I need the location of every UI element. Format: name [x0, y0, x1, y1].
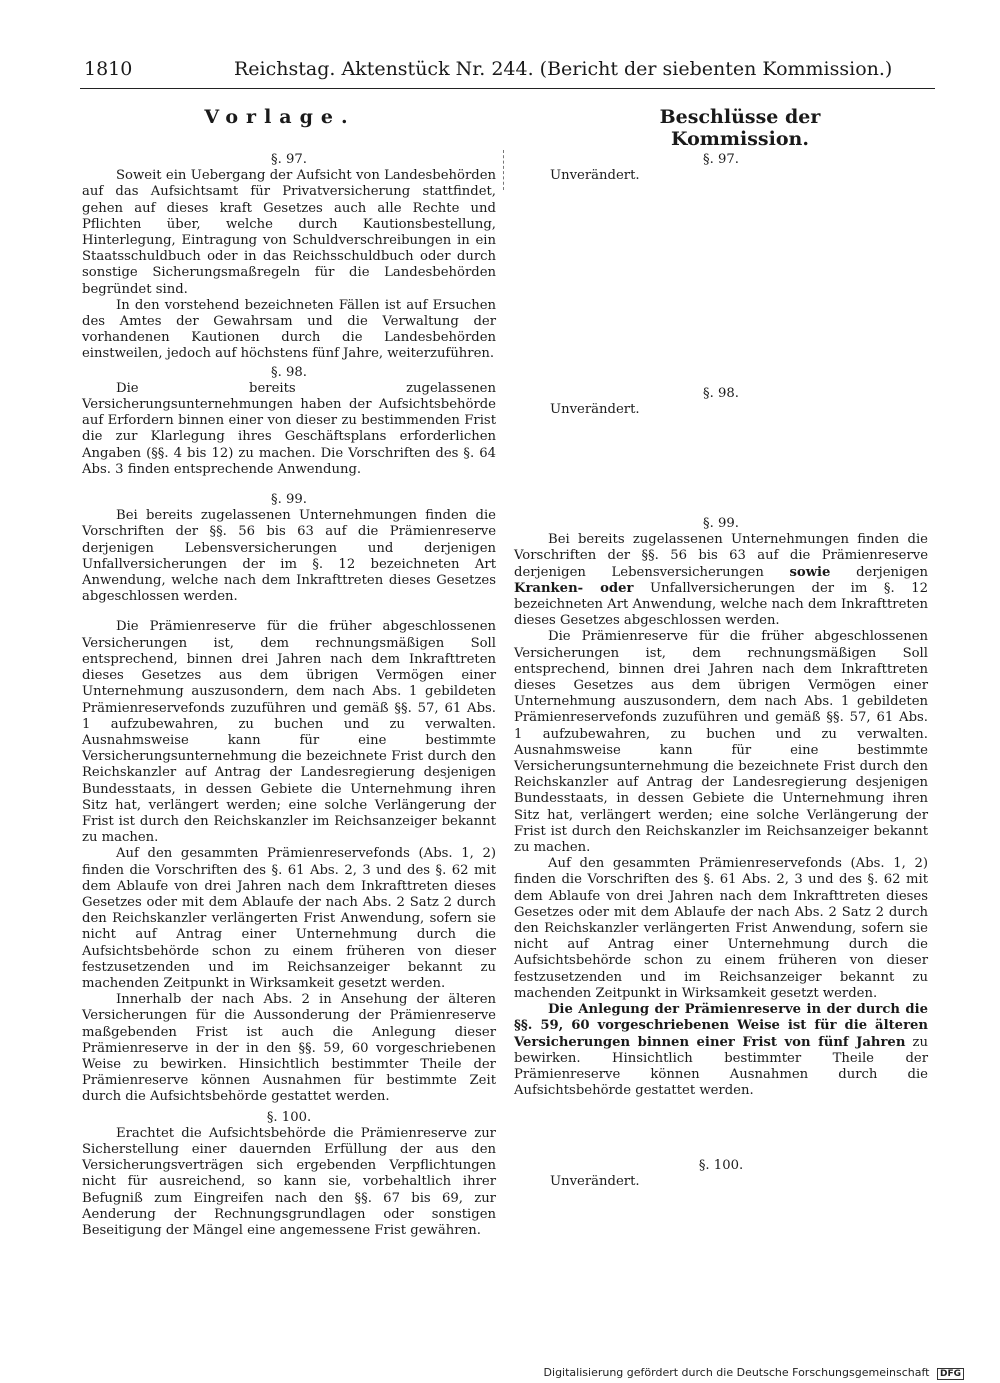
right-column-s98: [514, 386, 928, 418]
text-run: derjenigen: [856, 564, 928, 580]
section-heading: §. 97.: [703, 152, 739, 167]
dfg-logo: DFG: [937, 1368, 964, 1380]
footer-text: Digitalisierung gefördert durch die Deutsche Forschungsgemeinschaft: [543, 1366, 930, 1379]
inserted-text: Kranken- oder: [514, 580, 634, 596]
page-number: 1810: [84, 58, 133, 80]
section-heading: §. 100.: [266, 1109, 312, 1125]
page-header: [84, 58, 934, 86]
paragraph: Die Prämienreserve für die früher abgeschlossenen Versicherungen ist, dem rechnungsmäßigen Soll entsprechend, binnen drei Jahren nach dem Inkrafttreten dieses Gesetzes aus dem übrigen Vermögen einer Unternehmung auszusondern, dem nach Abs. 1 gebildeten Prämienreservefonds zuzuführen und gemäß §§. 57, 61 Abs. 1 aufzubewahren, zu buchen und zu verwalten. Ausnahmsweise kann für eine bestimmte Versicherungsunternehmung die bezeichnete Frist durch den Reichskanzler auf Antrag der Landesregierung desjenigen Bundesstaats, in dessen Gebiete die Unternehmung ihren Sitz hat, verlängert werden; eine solche Verlängerung der Frist ist durch den Reichskanzler im Reichsanzeiger bekannt zu machen.: [514, 629, 928, 856]
right-column-s100: [514, 1158, 928, 1190]
text-run: zu bewirken. Hinsichtlich bestimmter Theile der Prämienreserve können Ausnahmen durch die Aufsichtsbehörde gestattet werden.: [514, 1034, 928, 1099]
paragraph: [514, 1002, 928, 1099]
left-column: [82, 152, 496, 1239]
paragraph: In den vorstehend bezeichneten Fällen ist auf Ersuchen des Amtes der Gewahrsam und die Verwaltung der vorhandenen Kautionen durch die Landesbehörden einstweilen, jedoch auf höchstens fünf Jahre, weiterzuführen.: [82, 297, 496, 362]
section-heading: §. 100.: [698, 1158, 744, 1173]
section-heading: §. 98.: [703, 386, 739, 401]
paragraph: Soweit ein Uebergang der Aufsicht von Landesbehörden auf das Aufsichtsamt für Privatversicherung stattfindet, gehen auf dieses kraft Gesetzes auch alle Rechte und Pflichten über, welche durch Kautionsbestellung, Hinterlegung, Eintragung von Schuldverschreibungen in ein Staatsschuldbuch oder in das Reichsschuldbuch oder durch sonstige Sicherungsmaßregeln für die Landesbehörden begründet sind.: [82, 168, 496, 297]
column-divider: [503, 150, 504, 190]
paragraph: Erachtet die Aufsichtsbehörde die Prämienreserve zur Sicherstellung einer dauernden Erfüllung der aus den Versicherungsverträgen sich ergebenden Verpflichtungen nicht für ausreichend, so kann sie, vorbehaltlich ihrer Befugniß zum Eingreifen nach den §§. 67 bis 69, zur Aenderung der Rechnungsgrundlagen oder sonstigen Beseitigung der Mängel eine angemessene Frist gewähren.: [82, 1125, 496, 1238]
right-column-s97: [514, 152, 928, 184]
paragraph: [514, 532, 928, 629]
amended-text: Die Anlegung der Prämienreserve in der durch die §§. 59, 60 vorgeschriebenen Weise ist für die älteren Versicherungen binnen einer Frist von fünf Jahren: [514, 1002, 928, 1050]
unchanged-note: Unverändert.: [550, 1174, 640, 1190]
text-run: Bei bereits zugelassenen Unternehmungen finden die Vorschriften der §§. 56 bis 63 auf die Prämienreserve derjenigen Lebensversicherungen: [514, 532, 928, 580]
left-column-title: Vorlage.: [204, 106, 356, 128]
digitization-footer: [544, 1366, 964, 1380]
paragraph: Innerhalb der nach Abs. 2 in Ansehung der älteren Versicherungen für die Aussonderung der Prämienreserve maßgebenden Frist ist auch die Anlegung dieser Prämienreserve in der in den §§. 59, 60 vorgeschriebenen Weise zu bewirken. Hinsichtlich bestimmter Theile der Prämienreserve können Ausnahmen für bestimmte Zeit durch die Aufsichtsbehörde gestattet werden.: [82, 992, 496, 1105]
paragraph: Die bereits zugelassenen Versicherungsunternehmungen haben der Aufsichtsbehörde auf Erfordern binnen einer von dieser zu bestimmenden Frist die zur Klarlegung ihres Geschäftsplans erforderlichen Angaben (§§. 4 bis 12) zu machen. Die Vorschriften des §. 64 Abs. 3 finden entsprechende Anwendung.: [82, 380, 496, 477]
right-column-title: Beschlüsse der Kommission.: [659, 106, 821, 150]
section-heading: §. 99.: [271, 492, 307, 508]
inserted-text: sowie: [789, 564, 831, 580]
running-title: Reichstag. Aktenstück Nr. 244. (Bericht der siebenten Kommission.): [234, 58, 893, 80]
paragraph: Bei bereits zugelassenen Unternehmungen finden die Vorschriften der §§. 56 bis 63 auf die Prämienreserve derjenigen Lebensversicherungen und derjenigen Unfallversicherungen der im §. 12 bezeichneten Art Anwendung, welche nach dem Inkrafttreten dieses Gesetzes abgeschlossen werden.: [82, 508, 496, 605]
paragraph: Auf den gesammten Prämienreservefonds (Abs. 1, 2) finden die Vorschriften des §. 61 Abs. 2, 3 und des §. 62 mit dem Ablaufe von drei Jahren nach dem Inkrafttreten dieses Gesetzes oder mit dem Ablaufe der nach Abs. 2 Satz 2 durch den Reichskanzler verlängerten Frist Anwendung, sofern sie nicht auf Antrag einer Unternehmung durch die Aufsichtsbehörde schon zu einem früheren von dieser festzusetzenden und im Reichsanzeiger bekannt zu machenden Zeitpunkt in Wirksamkeit gesetzt werden.: [514, 856, 928, 1001]
right-column-s99: [514, 516, 928, 1099]
unchanged-note: Unverändert.: [550, 402, 640, 418]
paragraph: Die Prämienreserve für die früher abgeschlossenen Versicherungen ist, dem rechnungsmäßigen Soll entsprechend, binnen drei Jahren nach dem Inkrafttreten dieses Gesetzes aus dem übrigen Vermögen einer Unternehmung auszusondern, dem nach Abs. 1 gebildeten Prämienreservefonds zuzuführen und gemäß §§. 57, 61 Abs. 1 aufzubewahren, zu buchen und zu verwalten. Ausnahmsweise kann für eine bestimmte Versicherungsunternehmung die bezeichnete Frist durch den Reichskanzler auf Antrag der Landesregierung desjenigen Bundesstaats, in dessen Gebiete die Unternehmung ihren Sitz hat, verlängert werden; eine solche Verlängerung der Frist ist durch den Reichskanzler im Reichsanzeiger bekannt zu machen.: [82, 619, 496, 846]
text-run: Unfallversicherungen der im §. 12 bezeichneten Art Anwendung, welche nach dem Inkrafttreten dieses Gesetzes abgeschlossen werden.: [514, 580, 928, 629]
paragraph: Auf den gesammten Prämienreservefonds (Abs. 1, 2) finden die Vorschriften des §. 61 Abs. 2, 3 und des §. 62 mit dem Ablaufe von drei Jahren nach dem Inkrafttreten dieses Gesetzes oder mit dem Ablaufe der nach Abs. 2 Satz 2 durch den Reichskanzler verlängerten Frist Anwendung, sofern sie nicht auf Antrag einer Unternehmung durch die Aufsichtsbehörde schon zu einem früheren von dieser festzusetzenden und im Reichsanzeiger bekannt zu machenden Zeitpunkt in Wirksamkeit gesetzt werden.: [82, 846, 496, 991]
section-heading: §. 97.: [271, 152, 307, 167]
section-heading: §. 99.: [703, 516, 739, 531]
header-rule: [80, 88, 935, 89]
section-heading: §. 98.: [271, 364, 307, 380]
unchanged-note: Unverändert.: [550, 168, 640, 184]
